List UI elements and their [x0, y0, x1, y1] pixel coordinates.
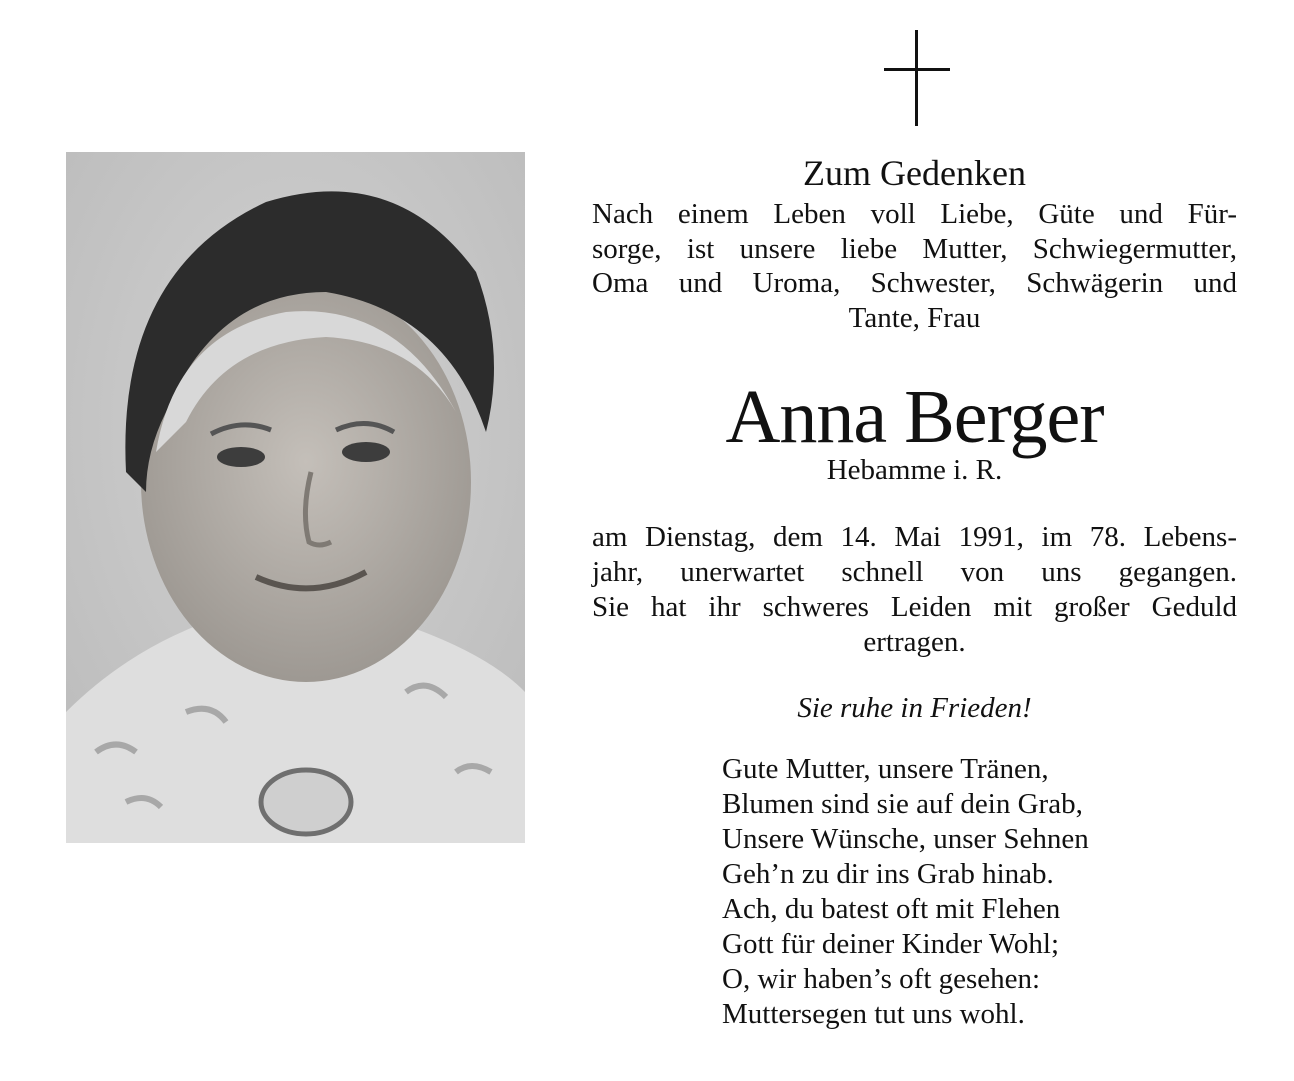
- poem: [722, 752, 1242, 1032]
- poem-line: Muttersegen tut uns wohl.: [722, 998, 1025, 1030]
- poem-line: Gott für deiner Kinder Wohl;: [722, 928, 1059, 960]
- poem-line: Geh’n zu dir ins Grab hinab.: [722, 858, 1054, 890]
- intro-line: Oma und Uroma, Schwester, Schwägerin und: [592, 267, 1237, 299]
- brooch: [261, 770, 351, 834]
- death-notice-text: [592, 520, 1237, 660]
- body-line: Sie hat ihr schweres Leiden mit großer Geduld: [592, 591, 1237, 623]
- left-eye: [217, 447, 265, 467]
- poem-line: Unsere Wünsche, unser Sehnen: [722, 823, 1089, 855]
- intro-line: Nach einem Leben voll Liebe, Güte und Für-: [592, 198, 1237, 230]
- intro-line: sorge, ist unsere liebe Mutter, Schwiegermutter,: [592, 232, 1237, 265]
- heading: Zum Gedenken: [803, 153, 1026, 193]
- poem-line: O, wir haben’s oft gesehen:: [722, 963, 1041, 995]
- body-line: jahr, unerwartet schnell von uns gegangen.: [592, 556, 1237, 588]
- portrait-illustration: [66, 152, 525, 843]
- profession: Hebamme i. R.: [826, 454, 1003, 486]
- intro-line: Tante, Frau: [848, 301, 981, 334]
- poem-line: Blumen sind sie auf dein Grab,: [722, 788, 1083, 820]
- portrait-photo: [66, 152, 525, 843]
- right-eye: [342, 442, 390, 462]
- poem-line: Gute Mutter, unsere Tränen,: [722, 753, 1049, 785]
- deceased-name: Anna Berger: [725, 375, 1104, 459]
- intro-text: [592, 197, 1237, 335]
- body-line: am Dienstag, dem 14. Mai 1991, im 78. Lebens-: [592, 521, 1237, 553]
- motto: Sie ruhe in Frieden!: [797, 692, 1032, 724]
- body-line: ertragen.: [863, 626, 966, 658]
- cross-icon: [884, 30, 950, 126]
- poem-line: Ach, du batest oft mit Flehen: [722, 893, 1061, 925]
